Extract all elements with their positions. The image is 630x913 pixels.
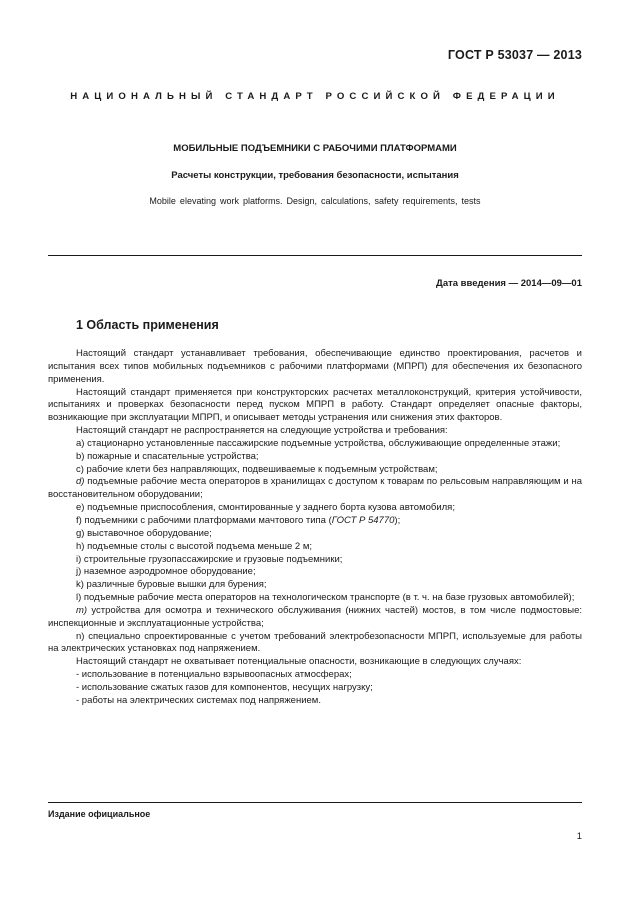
- list-item: g) выставочное оборудование;: [76, 527, 212, 539]
- introduction-date: Дата введения — 2014—09—01: [436, 278, 582, 289]
- hazard-item: - использование в потенциально взрывоопасных атмосферах;: [76, 669, 352, 681]
- standard-number: ГОСТ Р 53037 — 2013: [447, 48, 582, 62]
- paragraph: Настоящий стандарт не распространяется на следующие устройства и требования:: [76, 425, 448, 437]
- list-item: h) подъемные столы с высотой подъема меньше 2 м;: [76, 540, 313, 552]
- list-letter: d): [76, 476, 85, 488]
- footer-divider: [48, 802, 582, 803]
- hazard-item: - использование сжатых газов для компонентов, несущих нагрузку;: [76, 681, 373, 693]
- list-letter: m): [76, 604, 88, 616]
- list-text: устройства для осмотра и технического обслуживания (нижних частей) мостов, в том числе подмостовые: инспекционные и эксплуатационные устройства;: [48, 604, 582, 629]
- standard-reference: ГОСТ Р 54770: [331, 514, 395, 526]
- list-text: );: [394, 514, 401, 526]
- list-item: [48, 605, 582, 631]
- edition-label: Издание официальное: [48, 809, 151, 819]
- list-item: а) стационарно установленные пассажирские подъемные устройства, обслуживающие определенные этажи;: [76, 437, 561, 449]
- list-item: [48, 476, 582, 502]
- list-item: e) подъемные приспособления, смонтированные у заднего борта кузова автомобиля;: [76, 502, 455, 514]
- paragraph: Настоящий стандарт не охватывает потенциальные опасности, возникающие в следующих случаях:: [76, 656, 522, 668]
- english-title: Mobile elevating work platforms. Design, calculations, safety requirements, tests: [149, 196, 481, 206]
- national-standard-line: НАЦИОНАЛЬНЫЙ СТАНДАРТ РОССИЙСКОЙ ФЕДЕРАЦИИ: [70, 91, 560, 102]
- paragraph: Настоящий стандарт применяется при конструкторских расчетах металлоконструкций, критерия устойчивости, испытаниях и проверках безопасности перед пуском МПРП в работу. Стандарт определяет опасные факторы, возникающие при эксплуатации МПРП, и описывает методы устранения или снижения этих факторов.: [48, 386, 582, 424]
- list-item: k) различные буровые вышки для бурения;: [76, 579, 267, 591]
- list-item: l) подъемные рабочие места операторов на технологическом транспорте (в т. ч. на базе грузовых автомобилей);: [76, 592, 575, 604]
- section-body: [48, 348, 582, 708]
- list-text: f) подъемники с рабочими платформами мачтового типа (: [76, 514, 332, 526]
- document-subtitle: Расчеты конструкции, требования безопасности, испытания: [171, 170, 459, 181]
- paragraph: Настоящий стандарт устанавливает требования, обеспечивающие единство проектирования, расчетов и испытания всех типов мобильных подъемников с рабочими платформами (МПРП) для обеспечения их безопасного применения.: [48, 348, 582, 385]
- header-divider: [48, 255, 582, 256]
- list-item: n) специально спроектированные с учетом требований электробезопасности МПРП, используемые для работы на электрических установках под напряжением.: [48, 630, 582, 655]
- list-item: c) рабочие клети без направляющих, подвешиваемые к подъемным устройствам;: [76, 463, 438, 475]
- list-item: [48, 515, 582, 528]
- list-item: i) строительные грузопассажирские и грузовые подъемники;: [76, 553, 343, 565]
- page-number: 1: [576, 831, 582, 842]
- document-title: МОБИЛЬНЫЕ ПОДЪЕМНИКИ С РАБОЧИМИ ПЛАТФОРМАМИ: [173, 143, 457, 154]
- section-heading: 1 Область применения: [76, 318, 219, 332]
- list-item: b) пожарные и спасательные устройства;: [76, 450, 259, 462]
- list-text: подъемные рабочие места операторов в хранилищах с доступом к товарам по рельсовым направляющим и на восстановительном оборудовании;: [48, 476, 582, 501]
- list-item: j) наземное аэродромное оборудование;: [76, 566, 256, 578]
- hazard-item: - работы на электрических системах под напряжением.: [76, 694, 321, 706]
